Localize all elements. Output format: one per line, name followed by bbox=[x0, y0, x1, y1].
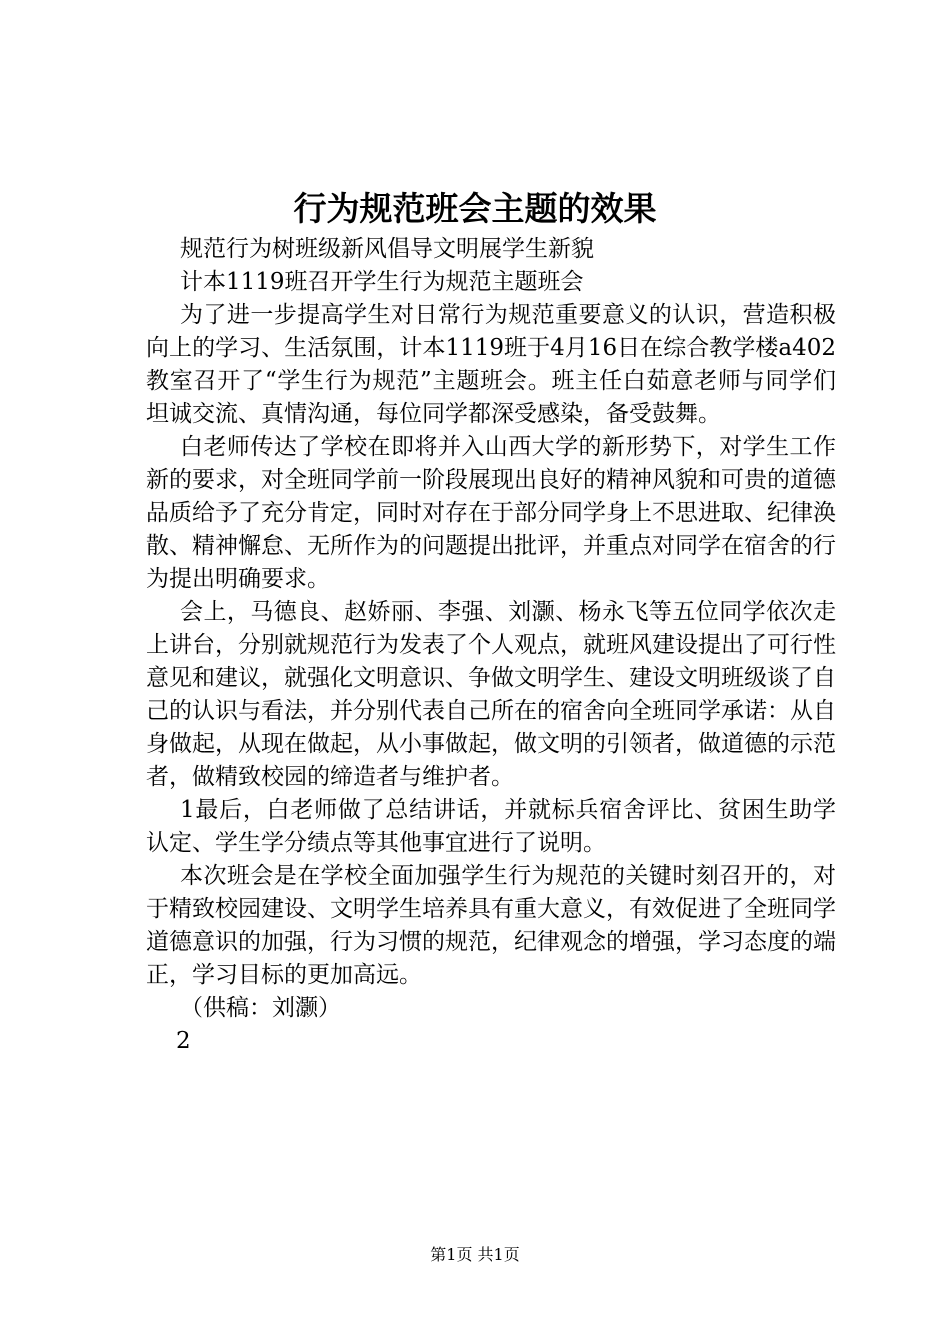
paragraph: 白老师传达了学校在即将并入山西大学的新形势下，对学生工作新的要求，对全班同学前一阶段展现出良好的精神风貌和可贵的道德品质给予了充分肯定，同时对存在于部分同学身上不思进取、纪律涣散、精神懈怠、无所作为的问题提出批评，并重点对同学在宿舍的行为提出明确要求。 bbox=[146, 434, 836, 592]
document-body bbox=[146, 233, 836, 1058]
page-title: 行为规范班会主题的效果 bbox=[293, 189, 657, 228]
paragraph: 1最后，白老师做了总结讲话，并就标兵宿舍评比、贫困生助学认定、学生学分绩点等其他事宜进行了说明。 bbox=[146, 797, 836, 856]
credit-line: （供稿：刘灏） bbox=[180, 995, 341, 1021]
subtitle-line: 计本1119班召开学生行为规范主题班会 bbox=[180, 269, 584, 295]
paragraph: 为了进一步提高学生对日常行为规范重要意义的认识，营造积极向上的学习、生活氛围，计本1119班于4月16日在综合教学楼a402教室召开了“学生行为规范”主题班会。班主任白茹意老师与同学们坦诚交流、真情沟通，每位同学都深受感染，备受鼓舞。 bbox=[146, 302, 836, 427]
paragraph: 会上，马德良、赵娇丽、李强、刘灏、杨永飞等五位同学依次走上讲台，分别就规范行为发表了个人观点，就班风建设提出了可行性意见和建议，就强化文明意识、争做文明学生、建设文明班级谈了自己的认识与看法，并分别代表自己所在的宿舍向全班同学承诺：从自身做起，从现在做起，从小事做起，做文明的引领者，做道德的示范者，做精致校园的缔造者与维护者。 bbox=[146, 599, 836, 790]
inline-page-number: 2 bbox=[176, 1028, 191, 1054]
page-footer: 第1页 共1页 bbox=[430, 1245, 520, 1264]
subtitle-line: 规范行为树班级新风倡导文明展学生新貌 bbox=[180, 236, 594, 262]
paragraph: 本次班会是在学校全面加强学生行为规范的关键时刻召开的，对于精致校园建设、文明学生培养具有重大意义，有效促进了全班同学道德意识的加强，行为习惯的规范，纪律观念的增强，学习态度的端正，学习目标的更加高远。 bbox=[146, 863, 836, 988]
